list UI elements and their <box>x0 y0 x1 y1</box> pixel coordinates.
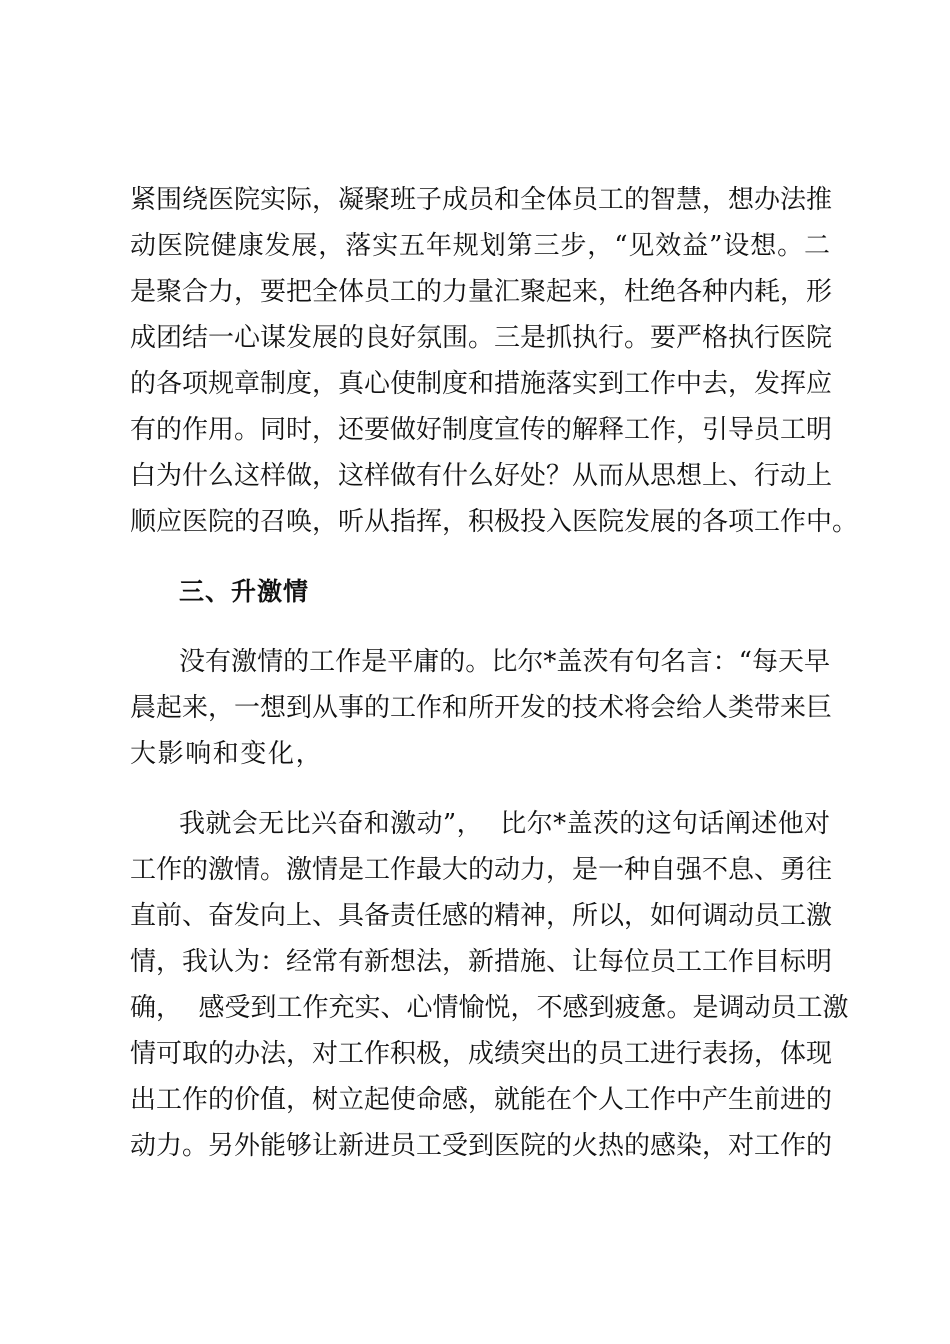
text-line: 我就会无比兴奋和激动”， 比尔*盖茨的这句话阐述他对 <box>179 809 830 839</box>
text-line: 有的作用。同时，还要做好制度宣传的解释工作，引导员工明 <box>130 415 833 445</box>
text-line: 出工作的价值，树立起使命感，就能在个人工作中产生前进的 <box>130 1085 833 1115</box>
text-line: 大影响和变化， <box>130 739 324 769</box>
paragraph-gap <box>130 615 830 639</box>
text-line: 动医院健康发展，落实五年规划第三步，“见效益”设想。二 <box>130 231 830 261</box>
text-line: 情，我认为：经常有新想法，新措施、让每位员工工作目标明 <box>130 947 833 977</box>
text-line: 情可取的办法，对工作积极，成绩突出的员工进行表扬，体现 <box>130 1039 833 1069</box>
paragraph-1 <box>130 177 859 545</box>
text-line: 确， 感受到工作充实、心情愉悦，不感到疲惫。是调动员工激 <box>130 993 849 1023</box>
document-body <box>130 177 859 1169</box>
text-line: 工作的激情。激情是工作最大的动力，是一种自强不息、勇往 <box>130 855 833 885</box>
text-line: 的各项规章制度，真心使制度和措施落实到工作中去，发挥应 <box>130 369 833 399</box>
paragraph-gap <box>130 777 830 801</box>
paragraph-3 <box>130 801 849 1169</box>
text-line: 动力。另外能够让新进员工受到医院的火热的感染，对工作的 <box>130 1131 833 1161</box>
text-line: 紧围绕医院实际，凝聚班子成员和全体员工的智慧，想办法推 <box>130 185 833 215</box>
paragraph-2 <box>130 639 833 777</box>
text-line: 白为什么这样做，这样做有什么好处？从而从思想上、行动上 <box>130 461 833 491</box>
text-line: 成团结一心谋发展的良好氛围。三是抓执行。要严格执行医院 <box>130 323 833 353</box>
paragraph-gap <box>130 545 830 569</box>
section-heading: 三、升激情 <box>179 577 310 606</box>
text-line: 晨起来，一想到从事的工作和所开发的技术将会给人类带来巨 <box>130 693 833 723</box>
text-line: 是聚合力，要把全体员工的力量汇聚起来，杜绝各种内耗，形 <box>130 277 833 307</box>
text-line: 顺应医院的召唤，听从指挥，积极投入医院发展的各项工作中。 <box>130 507 859 537</box>
text-line: 直前、奋发向上、具备责任感的精神，所以，如何调动员工激 <box>130 901 833 931</box>
text-line: 没有激情的工作是平庸的。比尔*盖茨有句名言：“每天早 <box>179 647 830 677</box>
